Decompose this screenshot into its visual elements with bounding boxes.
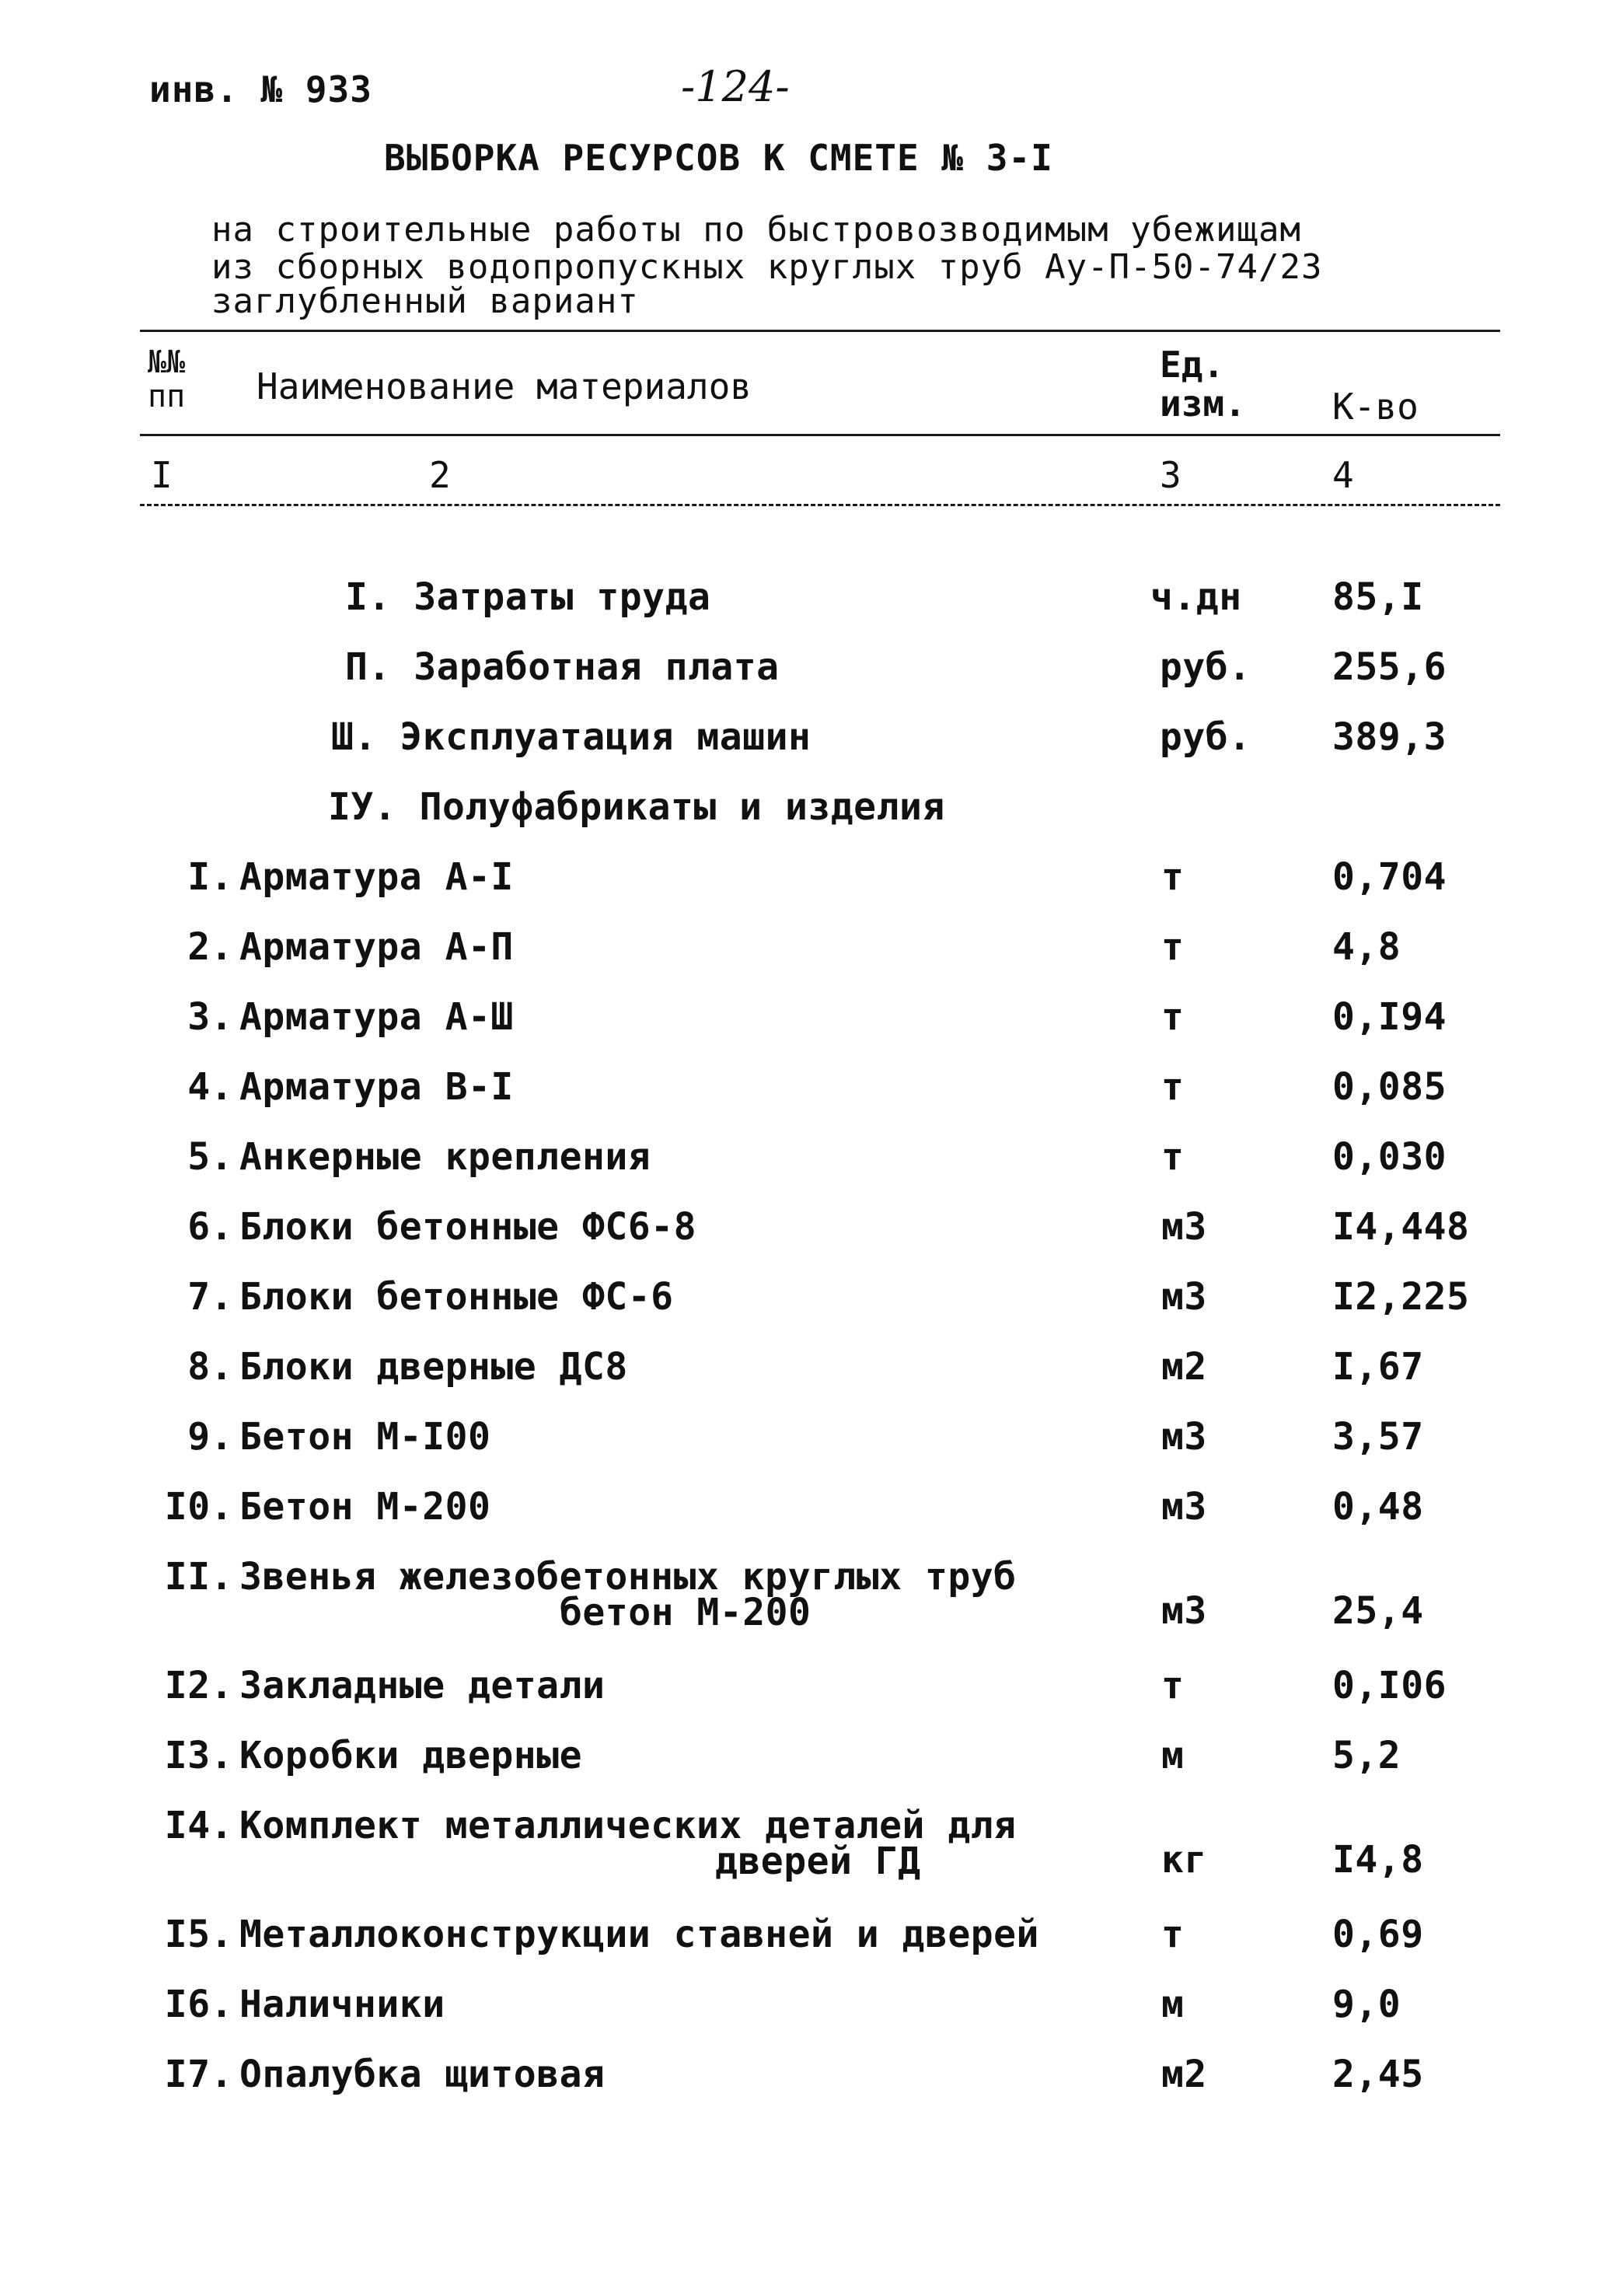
row-unit: м3 [1161, 1415, 1207, 1459]
row-material-name-continuation: бетон М-200 [560, 1591, 811, 1634]
section-machines-qty: 389,3 [1332, 715, 1447, 759]
row-unit: т [1161, 995, 1185, 1039]
row-unit: м2 [1161, 2053, 1207, 2096]
row-material-name: Арматура В-I [239, 1065, 514, 1109]
row-number: I. [187, 855, 233, 899]
header-divider-rule [140, 434, 1500, 436]
row-number: 5. [187, 1135, 233, 1179]
row-quantity: 0,085 [1332, 1065, 1447, 1109]
row-unit: м2 [1161, 1345, 1207, 1389]
row-number: 3. [187, 995, 233, 1039]
row-number: 4. [187, 1065, 233, 1109]
section-labour-qty: 85,I [1332, 575, 1424, 619]
row-quantity: 3,57 [1332, 1415, 1424, 1459]
row-material-name: Бетон М-200 [239, 1485, 491, 1529]
page-number: -124- [681, 62, 790, 111]
section-wages-unit: руб. [1160, 645, 1251, 689]
subtitle-line-1: на строительные работы по быстровозводимым убежищам [211, 210, 1302, 250]
column-header-qty: К-во [1332, 386, 1419, 428]
row-quantity: 0,48 [1332, 1485, 1424, 1529]
row-unit: т [1161, 1135, 1185, 1179]
row-quantity: I4,448 [1332, 1205, 1470, 1249]
row-material-name: Металлоконструкции ставней и дверей [239, 1913, 1039, 1956]
row-unit: т [1161, 1664, 1185, 1707]
row-number: I0. [164, 1485, 233, 1529]
row-quantity: 9,0 [1332, 1983, 1401, 2026]
row-material-name: Наличники [239, 1983, 445, 2026]
row-number: I2. [164, 1664, 233, 1707]
column-header-unit-line-1: Ед. [1160, 344, 1225, 386]
column-header-unit-line-2: изм. [1160, 383, 1246, 425]
row-number: I3. [164, 1734, 233, 1777]
section-labour-unit: ч.дн [1150, 575, 1242, 619]
row-number: 8. [187, 1345, 233, 1389]
row-number: I7. [164, 2053, 233, 2096]
row-unit: кг [1161, 1838, 1207, 1882]
row-unit: т [1161, 1913, 1185, 1956]
column-header-unit [1160, 345, 1246, 423]
row-unit: м3 [1161, 1589, 1207, 1633]
row-number: II. [164, 1555, 233, 1599]
column-header-num-line-2: пп [148, 379, 186, 414]
row-material-name-continuation: дверей ГД [715, 1840, 921, 1883]
row-unit: м3 [1161, 1275, 1207, 1319]
row-unit: т [1161, 1065, 1185, 1109]
row-number: I4. [164, 1804, 233, 1847]
row-unit: т [1161, 925, 1185, 969]
column-header-name: Наименование материалов [257, 365, 752, 407]
row-quantity: 0,I94 [1332, 995, 1447, 1039]
row-quantity: 0,I06 [1332, 1664, 1447, 1707]
column-number-1: I [151, 454, 173, 496]
row-quantity: I4,8 [1332, 1838, 1424, 1882]
row-number: I5. [164, 1913, 233, 1956]
subtitle-line-2: из сборных водопропускных круглых труб Ау-П-50-74/23 [211, 247, 1323, 287]
section-products: IУ. Полуфабрикаты и изделия [328, 785, 945, 829]
row-material-name: Комплект металлических деталей для [239, 1804, 1017, 1847]
column-number-4: 4 [1332, 454, 1354, 496]
section-labour: I. Затраты труда [345, 575, 711, 619]
row-unit: м3 [1161, 1205, 1207, 1249]
row-material-name: Блоки бетонные ФС6-8 [239, 1205, 696, 1249]
section-machines: Ш. Эксплуатация машин [331, 715, 811, 759]
column-header-num [148, 345, 185, 414]
column-header-num-line-1: №№ [148, 344, 186, 380]
row-material-name: Закладные детали [239, 1664, 606, 1707]
row-unit: м [1161, 1983, 1185, 2026]
row-material-name: Коробки дверные [239, 1734, 582, 1777]
row-quantity: 2,45 [1332, 2053, 1424, 2096]
row-material-name: Бетон М-I00 [239, 1415, 491, 1459]
row-quantity: 0,030 [1332, 1135, 1447, 1179]
column-number-2: 2 [429, 454, 451, 496]
row-number: 7. [187, 1275, 233, 1319]
table-top-rule [140, 330, 1500, 332]
row-material-name: Опалубка щитовая [239, 2053, 606, 2096]
row-unit: м [1161, 1734, 1185, 1777]
row-number: 6. [187, 1205, 233, 1249]
row-material-name: Анкерные крепления [239, 1135, 651, 1179]
column-numbers-rule [140, 504, 1500, 506]
row-material-name: Блоки бетонные ФС-6 [239, 1275, 674, 1319]
section-wages: П. Заработная плата [345, 645, 780, 689]
row-material-name: Звенья железобетонных круглых труб [239, 1555, 1017, 1599]
row-number: I6. [164, 1983, 233, 2026]
column-number-3: 3 [1160, 454, 1181, 496]
row-number: 9. [187, 1415, 233, 1459]
subtitle-line-3: заглубленный вариант [211, 281, 639, 321]
row-material-name: Арматура А-Ш [239, 995, 514, 1039]
row-quantity: 0,69 [1332, 1913, 1424, 1956]
row-unit: т [1161, 855, 1185, 899]
row-quantity: 5,2 [1332, 1734, 1401, 1777]
row-quantity: 0,704 [1332, 855, 1447, 899]
row-unit: м3 [1161, 1485, 1207, 1529]
row-number: 2. [187, 925, 233, 969]
row-quantity: I,67 [1332, 1345, 1424, 1389]
row-material-name: Блоки дверные ДС8 [239, 1345, 628, 1389]
row-quantity: 4,8 [1332, 925, 1401, 969]
document-title: ВЫБОРКА РЕСУРСОВ К СМЕТЕ № 3-I [384, 137, 1053, 179]
section-machines-unit: руб. [1160, 715, 1251, 759]
inventory-number: инв. № 933 [149, 68, 372, 110]
row-material-name: Арматура А-I [239, 855, 514, 899]
row-material-name: Арматура А-П [239, 925, 514, 969]
section-wages-qty: 255,6 [1332, 645, 1447, 689]
row-quantity: I2,225 [1332, 1275, 1470, 1319]
row-quantity: 25,4 [1332, 1589, 1424, 1633]
